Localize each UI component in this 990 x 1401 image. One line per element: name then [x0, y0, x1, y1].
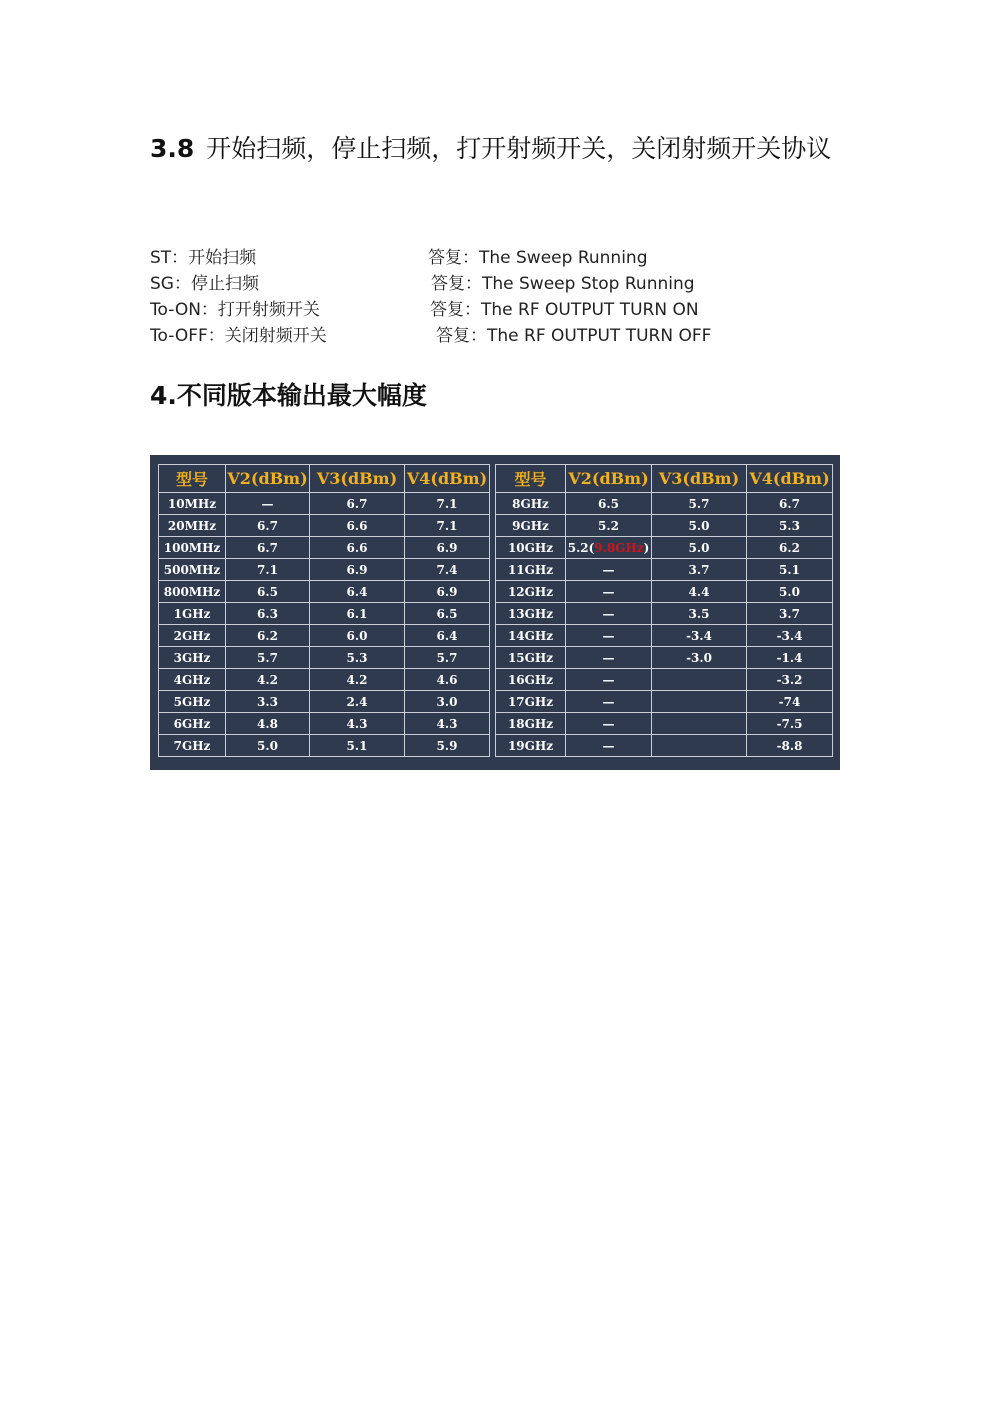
v4-cell [747, 625, 833, 647]
v3-cell [652, 713, 747, 735]
model-cell [496, 559, 566, 581]
section-title [150, 123, 850, 175]
v2-cell [226, 559, 310, 581]
table-row [496, 713, 833, 735]
section-title-text: 开始扫频，停止扫频，打开射频开关，关闭射频开关协议 [206, 134, 832, 163]
col-header-v3: V3(dBm) [652, 465, 747, 493]
v2-cell [566, 669, 652, 691]
v4-cell [747, 603, 833, 625]
cell-value: -1.4 [776, 650, 803, 665]
section-number: 3.8 [150, 134, 195, 163]
cell-value: 5.0 [257, 738, 278, 753]
v4-cell [405, 713, 490, 735]
v3-cell [652, 493, 747, 515]
table-row [496, 493, 833, 515]
model-cell [159, 537, 226, 559]
cell-value: 19GHz [507, 738, 554, 753]
table-row [159, 735, 490, 757]
v2-cell [226, 691, 310, 713]
cell-value: 7GHz [173, 738, 211, 753]
cell-value: 3.3 [257, 694, 278, 709]
v3-cell [652, 581, 747, 603]
cell-value: 6.5 [598, 496, 619, 511]
table-row [159, 559, 490, 581]
table-row [496, 537, 833, 559]
cell-value: 5.7 [436, 650, 458, 665]
cell-value: -3.4 [686, 628, 712, 643]
cell-value: 3.7 [779, 606, 800, 621]
v4-cell [405, 669, 490, 691]
v4-cell [405, 537, 490, 559]
table-row [496, 603, 833, 625]
table-row [159, 603, 490, 625]
cell-value: — [261, 496, 274, 511]
v2-cell [566, 691, 652, 713]
cell-value: 2.4 [346, 694, 368, 709]
v4-cell [747, 691, 833, 713]
v4-cell [405, 581, 490, 603]
v4-cell [405, 493, 490, 515]
cell-value: 5.7 [688, 496, 710, 511]
cell-value: 2GHz [173, 628, 211, 643]
table-row [159, 581, 490, 603]
cell-value: 6.4 [436, 628, 458, 643]
cell-value: 7.1 [436, 518, 458, 533]
v4-cell [747, 559, 833, 581]
cell-value: — [602, 694, 615, 709]
table-row [496, 735, 833, 757]
table-row [496, 559, 833, 581]
cell-value: — [602, 650, 615, 665]
cell-value: 12GHz [507, 584, 554, 599]
v3-cell [652, 691, 747, 713]
cell-value: 7.1 [436, 496, 458, 511]
model-cell [496, 581, 566, 603]
cell-value: — [602, 606, 615, 621]
v3-cell [652, 603, 747, 625]
col-header-v2: V2(dBm) [566, 465, 652, 493]
v4-cell [405, 735, 490, 757]
cell-value: 17GHz [507, 694, 554, 709]
model-cell [496, 691, 566, 713]
model-cell [159, 559, 226, 581]
spec-table-panel [150, 455, 840, 770]
cell-value: 3GHz [173, 650, 211, 665]
cell-value: 5.2 [598, 518, 619, 533]
v4-cell [747, 493, 833, 515]
cell-value: 5.7 [257, 650, 278, 665]
model-cell [496, 647, 566, 669]
table-row [496, 669, 833, 691]
cell-value: 9GHz [512, 518, 549, 533]
cell-value: 20MHz [167, 518, 217, 533]
col-header-model: 型号 [496, 465, 566, 493]
cell-value: 14GHz [507, 628, 554, 643]
v4-cell [405, 559, 490, 581]
v2-cell [226, 515, 310, 537]
cell-value: 6.4 [346, 584, 368, 599]
v3-cell [310, 647, 405, 669]
cell-value: 4.2 [257, 672, 278, 687]
v4-cell [405, 691, 490, 713]
v3-cell [652, 735, 747, 757]
model-cell [496, 625, 566, 647]
cell-value: — [602, 672, 615, 687]
table-row [496, 581, 833, 603]
cell-value: -3.0 [686, 650, 712, 665]
v2-cell [566, 537, 652, 559]
v3-cell [652, 515, 747, 537]
cell-value: 5.2( [567, 540, 595, 555]
model-cell [496, 669, 566, 691]
v2-cell [566, 559, 652, 581]
model-cell [159, 493, 226, 515]
v3-cell [310, 603, 405, 625]
table-row [159, 493, 490, 515]
protocol-reply: 答复：The RF OUTPUT TURN OFF [436, 326, 712, 346]
cell-value: 800MHz [163, 584, 221, 599]
v2-cell [226, 647, 310, 669]
protocol-reply: 答复：The Sweep Running [428, 248, 648, 268]
model-cell [496, 515, 566, 537]
cell-value: 13GHz [507, 606, 554, 621]
v4-cell [747, 647, 833, 669]
cell-value: 6.9 [436, 584, 458, 599]
cell-value: 5.9 [436, 738, 458, 753]
cell-value: 500MHz [163, 562, 221, 577]
table-row [496, 647, 833, 669]
v2-cell [226, 669, 310, 691]
v2-cell [226, 603, 310, 625]
cell-value: 5.3 [346, 650, 368, 665]
v3-cell [310, 691, 405, 713]
cell-value: 5.1 [346, 738, 368, 753]
v3-cell [310, 515, 405, 537]
v4-cell [747, 515, 833, 537]
cell-value: 8GHz [512, 496, 549, 511]
v2-cell [566, 625, 652, 647]
cell-value: — [602, 716, 615, 731]
v4-cell [747, 669, 833, 691]
v3-cell [310, 669, 405, 691]
cell-note: 9.8GHz [594, 540, 644, 555]
cell-value: 4.8 [257, 716, 278, 731]
v4-cell [405, 647, 490, 669]
v3-cell [310, 735, 405, 757]
cell-value: 3.7 [688, 562, 710, 577]
table-row [159, 713, 490, 735]
v2-cell [566, 603, 652, 625]
cell-note-close: ) [643, 540, 650, 555]
v3-cell [652, 537, 747, 559]
cell-value: 15GHz [507, 650, 554, 665]
v4-cell [747, 735, 833, 757]
cell-value: 5.0 [688, 518, 710, 533]
cell-value: — [602, 738, 615, 753]
cell-value: -3.4 [776, 628, 803, 643]
col-header-v2: V2(dBm) [226, 465, 310, 493]
model-cell [496, 493, 566, 515]
model-cell [159, 669, 226, 691]
cell-value: 16GHz [507, 672, 554, 687]
cell-value: 6.7 [346, 496, 368, 511]
cell-value: 100MHz [163, 540, 221, 555]
v3-cell [310, 713, 405, 735]
protocol-command: To-ON：打开射频开关 [150, 300, 320, 320]
v2-cell [226, 537, 310, 559]
v3-cell [310, 559, 405, 581]
section4-title: 4.不同版本输出最大幅度 [150, 381, 427, 410]
model-cell [496, 537, 566, 559]
v3-cell [310, 581, 405, 603]
cell-value: 6.1 [346, 606, 368, 621]
cell-value: 10MHz [167, 496, 217, 511]
cell-value: 6.6 [346, 518, 368, 533]
v2-cell [566, 735, 652, 757]
v2-cell [566, 581, 652, 603]
v2-cell [226, 713, 310, 735]
table-row [159, 647, 490, 669]
cell-value: 4.2 [346, 672, 368, 687]
cell-value: 6.3 [257, 606, 278, 621]
protocol-command: SG：停止扫频 [150, 274, 259, 294]
cell-value: -74 [778, 694, 801, 709]
model-cell [159, 647, 226, 669]
cell-value: 4GHz [173, 672, 211, 687]
cell-value: — [602, 628, 615, 643]
cell-value: 6.7 [257, 540, 278, 555]
table-row [496, 515, 833, 537]
cell-value: -8.8 [776, 738, 803, 753]
model-cell [496, 603, 566, 625]
model-cell [159, 515, 226, 537]
v2-cell [226, 581, 310, 603]
col-header-v4: V4(dBm) [747, 465, 833, 493]
cell-value: 5.0 [779, 584, 800, 599]
protocol-reply: 答复：The RF OUTPUT TURN ON [430, 300, 699, 320]
cell-value: -7.5 [776, 716, 803, 731]
cell-value: 6.5 [436, 606, 458, 621]
cell-value: 4.3 [436, 716, 458, 731]
cell-value: — [602, 562, 615, 577]
v2-cell [226, 735, 310, 757]
v4-cell [405, 603, 490, 625]
model-cell [159, 581, 226, 603]
cell-value: 3.5 [688, 606, 710, 621]
v3-cell [310, 625, 405, 647]
cell-value: 5.3 [779, 518, 800, 533]
cell-value: 5.1 [779, 562, 800, 577]
cell-value: 6.0 [346, 628, 368, 643]
cell-value: 3.0 [436, 694, 458, 709]
spec-table-right [495, 464, 833, 757]
v3-cell [652, 625, 747, 647]
protocol-command: ST：开始扫频 [150, 248, 257, 268]
cell-value: 7.4 [436, 562, 458, 577]
cell-value: 11GHz [507, 562, 554, 577]
v2-cell [566, 515, 652, 537]
table-row [159, 625, 490, 647]
cell-value: 6.9 [436, 540, 458, 555]
model-cell [159, 625, 226, 647]
v4-cell [747, 713, 833, 735]
cell-value: 4.6 [436, 672, 458, 687]
model-cell [496, 713, 566, 735]
cell-value: 6.2 [257, 628, 278, 643]
table-row [159, 515, 490, 537]
model-cell [159, 713, 226, 735]
v2-cell [566, 493, 652, 515]
col-header-v4: V4(dBm) [405, 465, 490, 493]
cell-value: 6.9 [346, 562, 368, 577]
cell-value: 4.4 [688, 584, 710, 599]
col-header-model: 型号 [159, 465, 226, 493]
v4-cell [405, 625, 490, 647]
v2-cell [226, 625, 310, 647]
spec-table-left [158, 464, 490, 757]
model-cell [159, 735, 226, 757]
cell-value: 5GHz [173, 694, 211, 709]
protocol-command: To-OFF：关闭射频开关 [150, 326, 327, 346]
v2-cell [566, 713, 652, 735]
cell-value: — [602, 584, 615, 599]
cell-value: 6.5 [257, 584, 278, 599]
table-row [159, 537, 490, 559]
table-row [496, 625, 833, 647]
v3-cell [652, 559, 747, 581]
v4-cell [405, 515, 490, 537]
cell-value: 7.1 [257, 562, 278, 577]
model-cell [496, 735, 566, 757]
cell-value: 6.6 [346, 540, 368, 555]
table-row [159, 669, 490, 691]
cell-value: 4.3 [346, 716, 368, 731]
col-header-v3: V3(dBm) [310, 465, 405, 493]
v4-cell [747, 537, 833, 559]
cell-value: 6GHz [173, 716, 211, 731]
v3-cell [310, 493, 405, 515]
v3-cell [652, 647, 747, 669]
cell-value: 1GHz [173, 606, 211, 621]
v3-cell [310, 537, 405, 559]
model-cell [159, 603, 226, 625]
v3-cell [652, 669, 747, 691]
cell-value: 10GHz [507, 540, 554, 555]
cell-value: 18GHz [507, 716, 554, 731]
v4-cell [747, 581, 833, 603]
cell-value: -3.2 [776, 672, 803, 687]
table-row [496, 691, 833, 713]
cell-value: 6.7 [257, 518, 278, 533]
v2-cell [566, 647, 652, 669]
cell-value: 5.0 [688, 540, 710, 555]
v2-cell [226, 493, 310, 515]
table-row [159, 691, 490, 713]
cell-value: 6.7 [779, 496, 800, 511]
protocol-reply: 答复：The Sweep Stop Running [431, 274, 695, 294]
cell-value: 6.2 [779, 540, 800, 555]
model-cell [159, 691, 226, 713]
